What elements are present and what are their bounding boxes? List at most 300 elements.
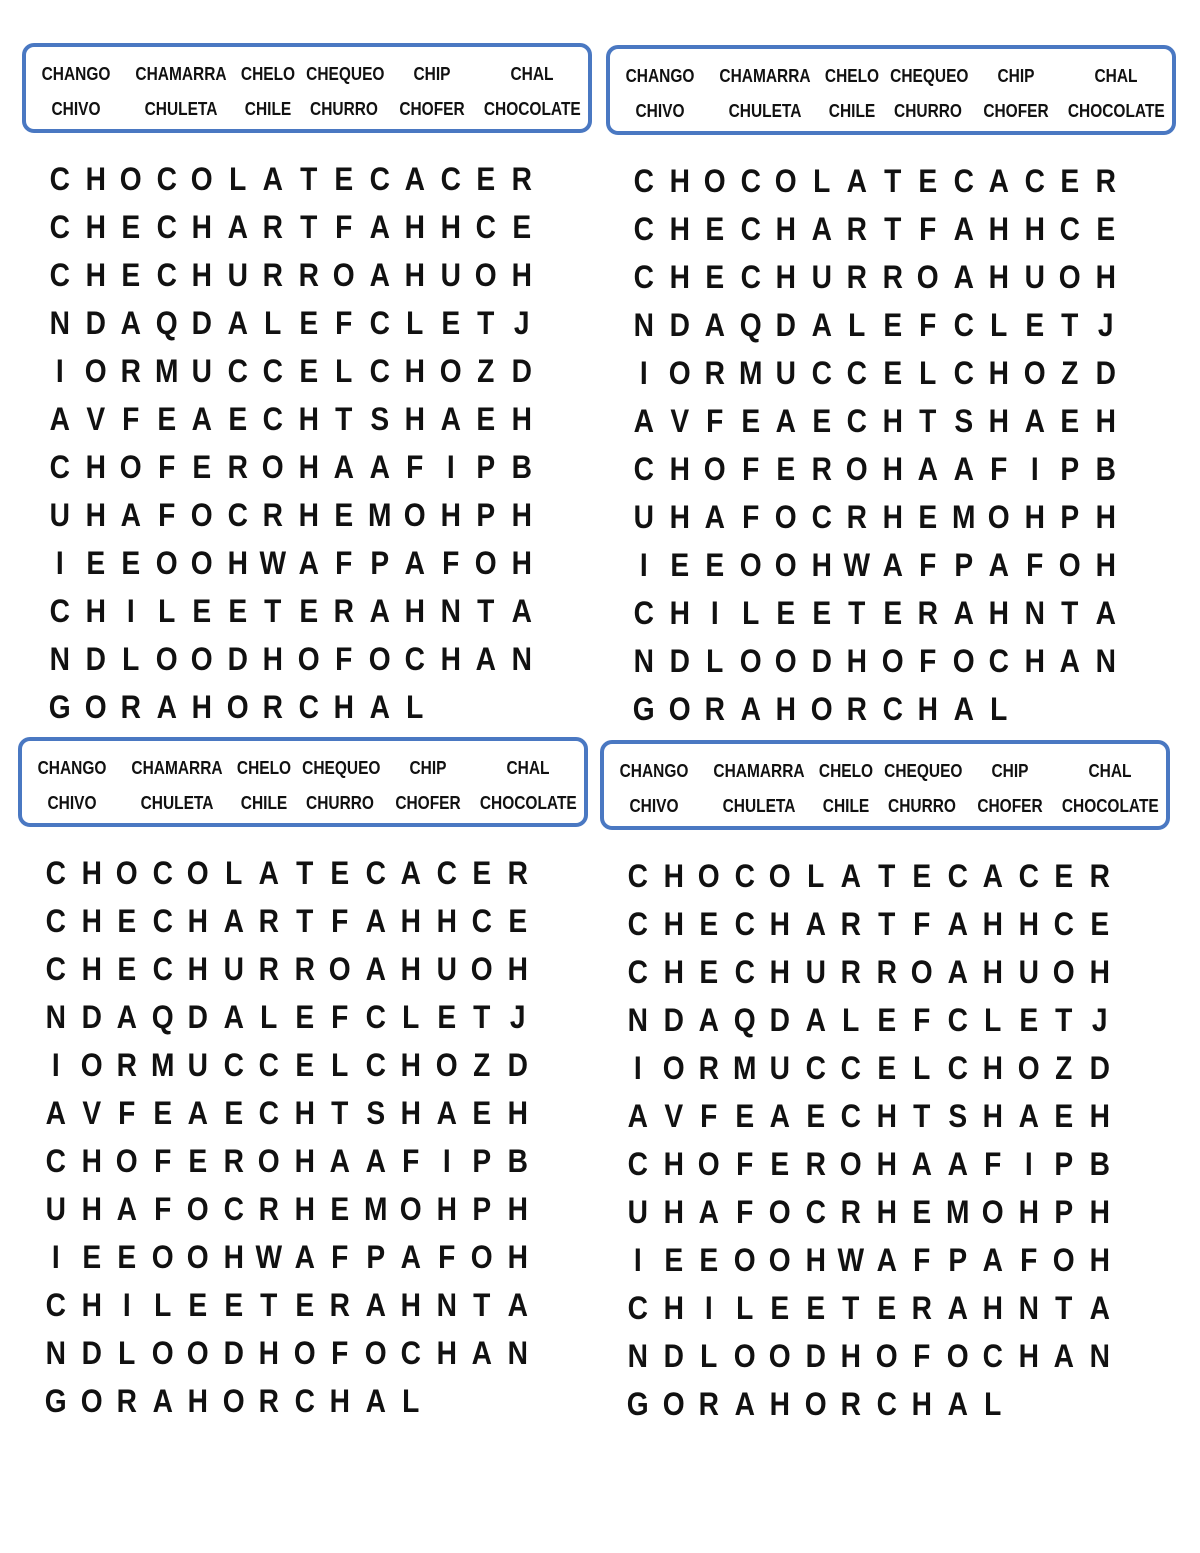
grid-letter: F xyxy=(919,211,937,247)
word-search-puzzle-3 xyxy=(18,737,588,1425)
grid-letter: T xyxy=(842,1290,860,1326)
grid-letter: T xyxy=(1055,1002,1073,1038)
grid-letter: H xyxy=(298,449,319,485)
grid-letter: H xyxy=(294,1143,315,1179)
grid-letter: T xyxy=(1055,1290,1073,1326)
word-list-item: CHAMARRA xyxy=(719,66,811,86)
grid-letter: O xyxy=(703,163,726,199)
word-list-item: CHANGO xyxy=(619,761,689,781)
grid-letter: U xyxy=(191,353,212,389)
grid-letter: O xyxy=(474,545,497,581)
grid-letter: R xyxy=(298,257,319,293)
grid-letter: E xyxy=(294,1287,314,1323)
grid-letter: B xyxy=(1089,1146,1110,1182)
grid-letter: E xyxy=(330,1191,350,1227)
grid-letter: H xyxy=(187,951,208,987)
grid-letter: L xyxy=(402,999,420,1035)
grid-letter: E xyxy=(121,545,141,581)
grid-letter: C xyxy=(369,305,390,341)
grid-letter: O xyxy=(84,689,107,725)
grid-letter: A xyxy=(740,691,761,727)
grid-letter: T xyxy=(1061,307,1079,343)
grid-letter: A xyxy=(811,211,832,247)
grid-letter: E xyxy=(476,401,496,437)
grid-letter: H xyxy=(1095,547,1116,583)
grid-letter: O xyxy=(768,858,791,894)
grid-letter: H xyxy=(507,951,528,987)
grid-letter: H xyxy=(982,906,1003,942)
grid-letter: D xyxy=(769,1002,790,1038)
grid-letter: V xyxy=(669,403,689,439)
grid-letter: N xyxy=(45,1335,66,1371)
grid-letter: O xyxy=(733,1242,756,1278)
grid-letter: F xyxy=(153,1143,171,1179)
grid-letter: O xyxy=(774,547,797,583)
grid-letter: O xyxy=(190,545,213,581)
grid-letter: E xyxy=(876,1002,896,1038)
word-list-item: CHELO xyxy=(824,66,880,86)
grid-letter: E xyxy=(117,903,137,939)
grid-letter: H xyxy=(440,641,461,677)
grid-letter: C xyxy=(953,355,974,391)
grid-letter: O xyxy=(186,855,209,891)
grid-letter: P xyxy=(476,449,496,485)
grid-letter: L xyxy=(842,1002,860,1038)
grid-letter: C xyxy=(734,954,755,990)
grid-letter: B xyxy=(1095,451,1116,487)
grid-letter: O xyxy=(474,257,497,293)
grid-letter: O xyxy=(839,1146,862,1182)
grid-letter: E xyxy=(805,1290,825,1326)
grid-letter: L xyxy=(990,691,1008,727)
grid-letter: O xyxy=(115,1143,138,1179)
grid-letter: H xyxy=(511,257,532,293)
grid-letter: R xyxy=(1095,163,1116,199)
grid-letter: C xyxy=(262,401,283,437)
grid-letter: P xyxy=(476,497,496,533)
grid-letter: E xyxy=(188,1287,208,1323)
grid-letter: T xyxy=(913,1098,931,1134)
grid-letter: C xyxy=(1024,163,1045,199)
grid-letter: E xyxy=(882,595,902,631)
grid-letter: O xyxy=(151,1335,174,1371)
grid-letter: F xyxy=(157,449,175,485)
grid-letter: O xyxy=(151,1239,174,1275)
grid-letter: I xyxy=(710,595,719,631)
grid-letter: O xyxy=(190,641,213,677)
grid-letter: L xyxy=(228,161,246,197)
word-list-item: CHULETA xyxy=(140,793,214,813)
grid-letter: A xyxy=(471,1335,492,1371)
grid-letter: N xyxy=(627,1338,648,1374)
grid-letter: A xyxy=(704,499,725,535)
grid-letter: A xyxy=(187,1095,208,1131)
grid-letter: E xyxy=(705,211,725,247)
grid-letter: E xyxy=(117,1239,137,1275)
grid-letter: L xyxy=(331,1047,349,1083)
grid-letter: R xyxy=(294,951,315,987)
grid-letter: R xyxy=(840,1194,861,1230)
grid-letter: T xyxy=(264,593,282,629)
grid-letter: L xyxy=(157,593,175,629)
grid-letter: A xyxy=(365,1143,386,1179)
grid-letter: R xyxy=(507,855,528,891)
grid-letter: L xyxy=(700,1338,718,1374)
grid-letter: H xyxy=(404,401,425,437)
grid-letter: I xyxy=(122,1287,131,1323)
grid-letter: C xyxy=(45,855,66,891)
grid-letter: A xyxy=(475,641,496,677)
grid-letter: E xyxy=(85,545,105,581)
grid-letter: E xyxy=(705,547,725,583)
grid-letter: O xyxy=(981,1194,1004,1230)
grid-letter: T xyxy=(335,401,353,437)
grid-letter: C xyxy=(846,355,867,391)
grid-letter: H xyxy=(191,209,212,245)
word-list-item: CHAMARRA xyxy=(131,758,223,778)
grid-letter: C xyxy=(152,903,173,939)
grid-letter: A xyxy=(365,951,386,987)
grid-letter: O xyxy=(875,1338,898,1374)
grid-letter: E xyxy=(669,547,689,583)
grid-letter: C xyxy=(882,691,903,727)
grid-letter: T xyxy=(883,211,901,247)
grid-letter: C xyxy=(627,1290,648,1326)
grid-letter: E xyxy=(1060,403,1080,439)
grid-letter: A xyxy=(953,211,974,247)
grid-letter: E xyxy=(294,999,314,1035)
grid-letter: I xyxy=(1030,451,1039,487)
grid-letter: M xyxy=(363,1191,387,1227)
grid-letter: R xyxy=(882,259,903,295)
grid-letter: N xyxy=(1018,1290,1039,1326)
word-list-item: CHOCOLATE xyxy=(483,99,581,119)
grid-letter: N xyxy=(633,643,654,679)
grid-letter: H xyxy=(840,1338,861,1374)
grid-letter: D xyxy=(85,641,106,677)
word-list-item: CHAL xyxy=(1094,66,1138,86)
grid-letter: H xyxy=(223,1239,244,1275)
grid-letter: L xyxy=(913,1050,931,1086)
word-list-item: CHURRO xyxy=(310,99,378,119)
grid-letter: C xyxy=(262,353,283,389)
grid-letter: R xyxy=(840,954,861,990)
grid-letter: E xyxy=(507,903,527,939)
grid-letter: F xyxy=(913,1242,931,1278)
grid-letter: H xyxy=(669,163,690,199)
grid-letter: O xyxy=(470,951,493,987)
grid-letter: F xyxy=(335,641,353,677)
grid-letter: U xyxy=(1024,259,1045,295)
grid-letter: H xyxy=(663,858,684,894)
grid-letter: A xyxy=(436,1095,457,1131)
grid-letter: A xyxy=(45,1095,66,1131)
grid-letter: H xyxy=(1095,403,1116,439)
grid-letter: C xyxy=(227,497,248,533)
grid-letter: U xyxy=(227,257,248,293)
grid-letter: E xyxy=(298,305,318,341)
grid-letter: H xyxy=(1018,1194,1039,1230)
grid-letter: H xyxy=(404,593,425,629)
grid-letter: Z xyxy=(477,353,495,389)
grid-letter: F xyxy=(335,305,353,341)
grid-letter: H xyxy=(982,1050,1003,1086)
grid-letter: Q xyxy=(155,305,178,341)
grid-letter: F xyxy=(919,643,937,679)
grid-letter: H xyxy=(81,903,102,939)
grid-letter: F xyxy=(437,1239,455,1275)
grid-letter: O xyxy=(662,1050,685,1086)
grid-letter: A xyxy=(365,903,386,939)
word-list-item: CHILE xyxy=(822,796,870,816)
grid-letter: L xyxy=(741,595,759,631)
grid-letter: E xyxy=(436,999,456,1035)
grid-letter: U xyxy=(633,499,654,535)
grid-letter: O xyxy=(435,1047,458,1083)
grid-letter: R xyxy=(840,1386,861,1422)
grid-letter: A xyxy=(369,689,390,725)
grid-letter: H xyxy=(1095,259,1116,295)
word-list-box xyxy=(600,740,1170,830)
grid-letter: C xyxy=(45,903,66,939)
grid-letter: M xyxy=(951,499,975,535)
grid-letter: H xyxy=(669,211,690,247)
grid-letter: P xyxy=(953,547,973,583)
grid-letter: A xyxy=(116,1191,137,1227)
grid-letter: H xyxy=(988,595,1009,631)
grid-letter: F xyxy=(706,403,724,439)
grid-letter: D xyxy=(663,1338,684,1374)
grid-letter: L xyxy=(984,1002,1002,1038)
grid-letter: R xyxy=(262,257,283,293)
grid-letter: O xyxy=(155,641,178,677)
grid-letter: E xyxy=(734,1098,754,1134)
grid-letter: Z xyxy=(1055,1050,1073,1086)
grid-letter: E xyxy=(223,1095,243,1131)
grid-letter: A xyxy=(811,307,832,343)
grid-letter: H xyxy=(85,593,106,629)
grid-letter: A xyxy=(947,954,968,990)
grid-letter: E xyxy=(1024,307,1044,343)
grid-letter: B xyxy=(511,449,532,485)
grid-letter: C xyxy=(49,593,70,629)
grid-letter: F xyxy=(984,1146,1002,1182)
grid-letter: D xyxy=(1095,355,1116,391)
grid-letter: V xyxy=(85,401,105,437)
grid-letter: P xyxy=(1060,451,1080,487)
grid-letter: L xyxy=(984,1386,1002,1422)
grid-letter: R xyxy=(846,499,867,535)
grid-letter: A xyxy=(846,163,867,199)
word-list-item: CHILE xyxy=(244,99,292,119)
grid-letter: C xyxy=(876,1386,897,1422)
grid-letter: T xyxy=(295,855,313,891)
grid-letter: C xyxy=(156,257,177,293)
grid-letter: H xyxy=(1024,643,1045,679)
grid-letter: T xyxy=(848,595,866,631)
grid-letter: A xyxy=(1018,1098,1039,1134)
grid-letter: U xyxy=(769,1050,790,1086)
grid-letter: O xyxy=(768,1194,791,1230)
grid-letter: S xyxy=(947,1098,967,1134)
grid-letter: O xyxy=(439,353,462,389)
grid-letter: E xyxy=(121,257,141,293)
grid-letter: H xyxy=(663,1146,684,1182)
grid-letter: S xyxy=(369,401,389,437)
grid-letter: F xyxy=(741,451,759,487)
grid-letter: O xyxy=(364,1335,387,1371)
grid-letter: N xyxy=(1095,643,1116,679)
grid-letter: C xyxy=(1018,858,1039,894)
grid-letter: T xyxy=(473,999,491,1035)
grid-letter: E xyxy=(298,353,318,389)
grid-letter: A xyxy=(627,1098,648,1134)
grid-letter: E xyxy=(156,401,176,437)
grid-letter: I xyxy=(639,355,648,391)
grid-letter: L xyxy=(706,643,724,679)
grid-letter: E xyxy=(227,593,247,629)
grid-letter: C xyxy=(471,903,492,939)
grid-letter: W xyxy=(255,1239,283,1275)
grid-letter: F xyxy=(122,401,140,437)
grid-letter: M xyxy=(738,355,762,391)
grid-letter: R xyxy=(120,353,141,389)
grid-letter: O xyxy=(910,954,933,990)
grid-letter: F xyxy=(735,1194,753,1230)
grid-letter: D xyxy=(663,1002,684,1038)
grid-letter: H xyxy=(663,954,684,990)
word-search-puzzle-2 xyxy=(606,45,1176,733)
grid-letter: O xyxy=(916,259,939,295)
grid-letter: O xyxy=(186,1239,209,1275)
grid-letter: S xyxy=(953,403,973,439)
grid-letter: A xyxy=(294,1239,315,1275)
grid-letter: R xyxy=(805,1146,826,1182)
grid-letter: P xyxy=(365,1239,385,1275)
grid-letter: F xyxy=(441,545,459,581)
grid-letter: C xyxy=(49,209,70,245)
grid-letter: R xyxy=(227,449,248,485)
grid-letter: L xyxy=(806,858,824,894)
grid-letter: C xyxy=(1053,906,1074,942)
grid-letter: E xyxy=(882,355,902,391)
grid-letter: H xyxy=(400,1047,421,1083)
grid-letter: C xyxy=(947,858,968,894)
grid-letter: O xyxy=(1052,1242,1075,1278)
grid-letter: A xyxy=(223,999,244,1035)
grid-letter: R xyxy=(120,689,141,725)
grid-letter: N xyxy=(436,1287,457,1323)
grid-letter: N xyxy=(49,641,70,677)
grid-letter: H xyxy=(81,1287,102,1323)
grid-letter: H xyxy=(440,497,461,533)
grid-letter: C xyxy=(627,1146,648,1182)
grid-letter: C xyxy=(45,1143,66,1179)
grid-letter: O xyxy=(987,499,1010,535)
grid-letter: C xyxy=(805,1050,826,1086)
grid-letter: F xyxy=(741,499,759,535)
letter-grid xyxy=(620,852,1170,1428)
grid-letter: R xyxy=(116,1383,137,1419)
word-list-item: CHOCOLATE xyxy=(1067,101,1165,121)
grid-letter: H xyxy=(329,1383,350,1419)
grid-letter: O xyxy=(774,499,797,535)
grid-letter: H xyxy=(507,1095,528,1131)
grid-letter: H xyxy=(988,403,1009,439)
grid-letter: N xyxy=(1089,1338,1110,1374)
grid-letter: O xyxy=(190,497,213,533)
grid-letter: C xyxy=(947,1002,968,1038)
grid-letter: H xyxy=(298,401,319,437)
letter-grid xyxy=(38,849,588,1425)
grid-letter: R xyxy=(911,1290,932,1326)
grid-letter: H xyxy=(85,257,106,293)
grid-letter: C xyxy=(475,209,496,245)
word-list-item: CHELO xyxy=(240,64,296,84)
grid-letter: F xyxy=(919,307,937,343)
grid-letter: E xyxy=(805,1098,825,1134)
word-list-item: CHIP xyxy=(991,761,1029,781)
grid-letter: H xyxy=(191,689,212,725)
word-list-item: CHOFER xyxy=(983,101,1049,121)
grid-letter: A xyxy=(120,497,141,533)
grid-letter: C xyxy=(369,161,390,197)
grid-letter: H xyxy=(1095,499,1116,535)
grid-letter: E xyxy=(1060,163,1080,199)
word-list-item: CHIP xyxy=(413,64,451,84)
grid-letter: E xyxy=(776,451,796,487)
grid-letter: R xyxy=(704,691,725,727)
grid-letter: A xyxy=(953,451,974,487)
grid-letter: H xyxy=(982,1098,1003,1134)
grid-letter: E xyxy=(223,1287,243,1323)
grid-letter: E xyxy=(1054,858,1074,894)
grid-letter: R xyxy=(262,497,283,533)
grid-letter: O xyxy=(768,1242,791,1278)
grid-letter: R xyxy=(1089,858,1110,894)
grid-letter: E xyxy=(1095,211,1115,247)
grid-letter: H xyxy=(769,906,790,942)
word-list-item: CHEQUEO xyxy=(302,758,381,778)
word-list-item: CHULETA xyxy=(144,99,218,119)
grid-letter: R xyxy=(698,1050,719,1086)
grid-letter: C xyxy=(633,163,654,199)
grid-letter: A xyxy=(633,403,654,439)
grid-letter: A xyxy=(769,1098,790,1134)
grid-letter: R xyxy=(329,1287,350,1323)
grid-letter: H xyxy=(917,691,938,727)
grid-letter: O xyxy=(1058,547,1081,583)
grid-letter: C xyxy=(811,499,832,535)
grid-letter: U xyxy=(775,355,796,391)
grid-letter: H xyxy=(876,1194,897,1230)
grid-letter: H xyxy=(404,209,425,245)
grid-letter: A xyxy=(400,855,421,891)
word-list-item: CHOCOLATE xyxy=(1061,796,1159,816)
grid-letter: H xyxy=(876,1146,897,1182)
grid-letter: E xyxy=(472,855,492,891)
grid-letter: A xyxy=(404,545,425,581)
grid-letter: E xyxy=(440,305,460,341)
grid-letter: A xyxy=(400,1239,421,1275)
word-list-item: CHIP xyxy=(997,66,1035,86)
grid-letter: H xyxy=(1089,1242,1110,1278)
grid-letter: L xyxy=(406,689,424,725)
grid-letter: A xyxy=(1053,1338,1074,1374)
grid-letter: C xyxy=(734,858,755,894)
grid-letter: A xyxy=(404,161,425,197)
grid-letter: I xyxy=(442,1143,451,1179)
